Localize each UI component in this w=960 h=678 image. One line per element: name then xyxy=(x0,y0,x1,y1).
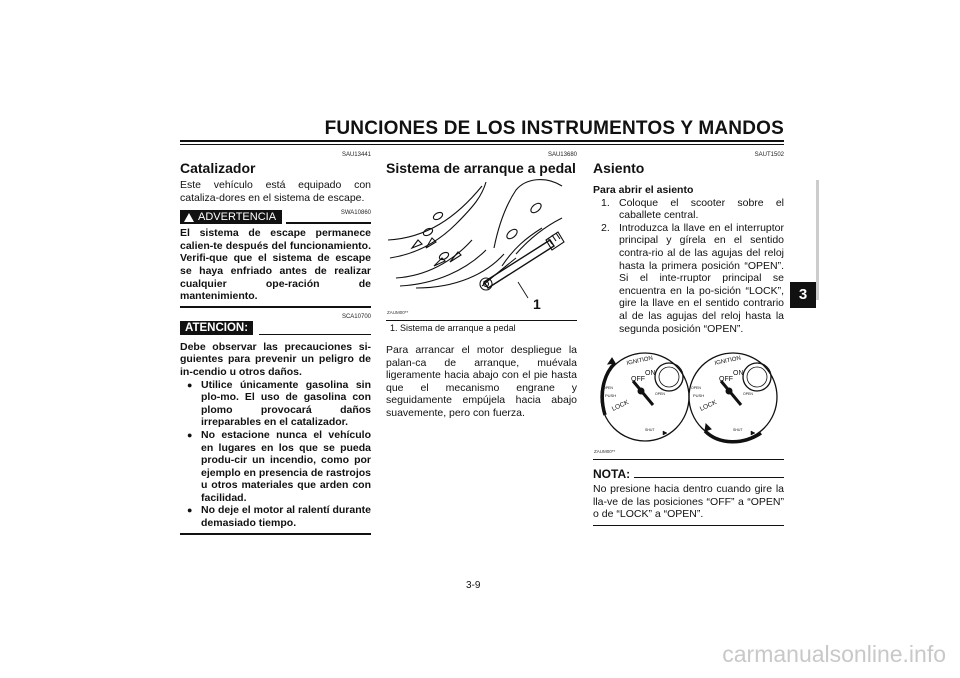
chapter-tab-line xyxy=(816,180,819,300)
caution-rule xyxy=(259,334,371,335)
label-ignition: IGNITION xyxy=(714,355,742,368)
warning-badge xyxy=(180,210,282,224)
figure-code: ZAUM00** xyxy=(594,449,616,455)
section-title: Asiento xyxy=(593,160,645,176)
note-rule xyxy=(634,477,784,478)
figure-rule xyxy=(386,320,577,321)
figure-callout: 1 xyxy=(533,296,541,312)
warning-code: SWA10860 xyxy=(340,210,371,217)
section-subtitle: Para abrir el asiento xyxy=(593,184,694,196)
bullet-icon: ● xyxy=(187,379,193,390)
warning-icon xyxy=(184,213,194,222)
label-open: OPEN xyxy=(603,386,613,391)
column-arranque xyxy=(386,152,577,420)
ignition-switch-illustration xyxy=(593,345,784,457)
label-on: ON xyxy=(645,370,656,378)
section-intro: Este vehículo está equipado con cataliza-dores en el sistema de escape. xyxy=(180,179,371,204)
page-number: 3-9 xyxy=(466,580,481,591)
bullet-icon: ● xyxy=(187,429,193,440)
list-item: 1. Coloque el scooter sobre el caballete central. xyxy=(601,196,784,222)
caution-end-rule xyxy=(180,533,371,535)
note-text: No presione hacia dentro cuando gire la lla-ve de las posiciones “OFF” a “OPEN” o de “LOCK” a “OPEN”. xyxy=(593,483,784,521)
label-push: PUSH xyxy=(605,393,617,399)
column-catalizador xyxy=(180,152,371,535)
label-on: ON xyxy=(733,370,744,378)
figure-rule xyxy=(593,459,784,460)
list-item: ● No estacione nunca el vehículo en lugares en los que se pueda produ-cir un incendio, como por ejemplo en presencia de rastrojos u otros materiales que arden con facilidad. xyxy=(187,428,371,504)
caution-code: SCA10700 xyxy=(341,313,371,320)
figure-caption: 1. Sistema de arranque a pedal xyxy=(390,323,516,333)
label-ignition: IGNITION xyxy=(626,355,654,368)
header-rule xyxy=(180,140,784,142)
caution-badge: ATENCION: xyxy=(180,321,253,335)
caution-bullet-list xyxy=(180,379,371,530)
steps-list xyxy=(593,197,784,336)
list-item: ● No deje el motor al ralentí durante demasiado tiempo. xyxy=(187,504,371,530)
section-code: SAU13441 xyxy=(341,152,371,158)
ignition-switch-figure xyxy=(593,345,784,457)
section-code: SAUT1502 xyxy=(754,152,784,158)
label-off: OFF xyxy=(719,376,733,384)
section-code: SAU13680 xyxy=(547,152,577,158)
note-end-rule xyxy=(593,525,784,526)
label-lock: LOCK xyxy=(698,399,718,413)
watermark: carmanualsonline.info xyxy=(722,641,946,667)
kick-starter-figure xyxy=(386,178,577,318)
label-lock: LOCK xyxy=(610,399,630,413)
label-open: OPEN xyxy=(655,392,665,397)
warning-text: El sistema de escape permanece calien-te después del funcionamiento. Verifi-que que el sistema de escape se haya enfriado antes de realizar cualquier ope-ración de mantenimiento. xyxy=(180,227,371,303)
chapter-tab: 3 xyxy=(790,282,816,308)
section-title: Catalizador xyxy=(180,160,256,176)
page-header-title: FUNCIONES DE LOS INSTRUMENTOS Y MANDOS xyxy=(324,118,784,139)
label-open: OPEN xyxy=(743,392,753,397)
label-open: OPEN xyxy=(691,386,701,391)
warning-label: ADVERTENCIA xyxy=(198,211,277,224)
caution-text: Debe observar las precauciones si-guientes para prevenir un peligro de in-cendio u otros daños. xyxy=(180,340,371,378)
figure-code: ZAUM00** xyxy=(387,310,409,315)
label-shut: SHUT xyxy=(645,428,655,433)
note-label: NOTA: xyxy=(593,467,631,482)
header-rule-thin xyxy=(180,144,784,145)
label-off: OFF xyxy=(631,376,645,384)
label-shut: SHUT xyxy=(733,428,743,433)
section-title: Sistema de arranque a pedal xyxy=(386,160,576,176)
warning-end-rule xyxy=(180,306,371,308)
section-body: Para arrancar el motor despliegue la palan-ca de arranque, muévala ligeramente hacia abajo con el pie hasta que el mecanismo engrane y seguidamente empújela hacia abajo suavemente, pero con fuerza. xyxy=(386,344,577,419)
column-asiento xyxy=(593,152,784,526)
kick-starter-illustration xyxy=(386,178,577,318)
bullet-icon: ● xyxy=(187,505,193,516)
label-push: PUSH xyxy=(693,393,705,399)
list-item: ● Utilice únicamente gasolina sin plo-mo. El uso de gasolina con plomo provocará daños irreparables en el catalizador. xyxy=(187,378,371,429)
warning-rule xyxy=(286,222,371,224)
list-item: 2. Introduzca la llave en el interruptor principal y gírela en el sentido contra-rio al de las agujas del reloj hasta la primera posición “OPEN”. Si el inte-rruptor principal se encuentra en la po-sición “LOCK”, gire la llave en el sentido contrario al de las agujas del reloj hasta la segunda posición “OPEN”. xyxy=(601,221,784,335)
